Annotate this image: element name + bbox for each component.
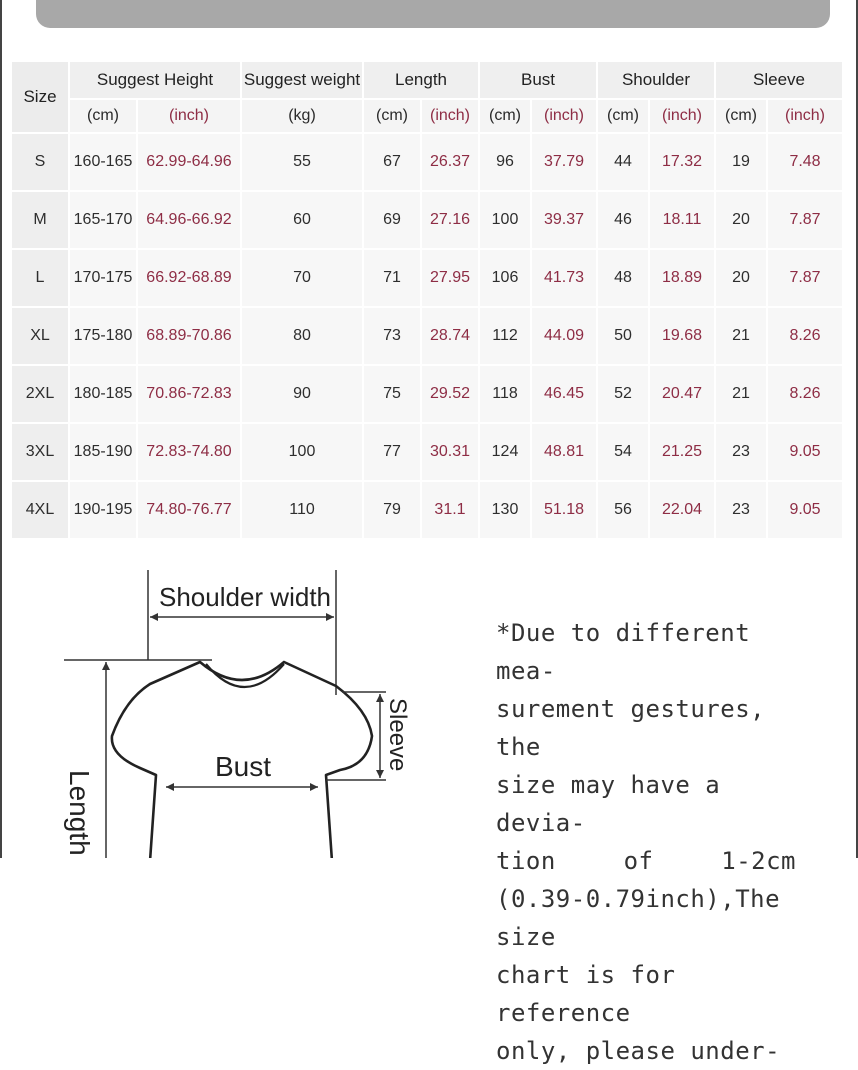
sleeve-inch-cell: 9.05 <box>768 422 844 480</box>
unit-shoulder-inch: (inch) <box>650 98 716 132</box>
height-cm-cell: 160-165 <box>70 132 138 190</box>
shoulder-inch-cell: 17.32 <box>650 132 716 190</box>
length-inch-cell: 28.74 <box>422 306 480 364</box>
bust-inch-cell: 51.18 <box>532 480 598 538</box>
header-length: Length <box>364 62 480 98</box>
shoulder-inch-cell: 18.89 <box>650 248 716 306</box>
shoulder-cm-cell: 56 <box>598 480 650 538</box>
weight-cell: 70 <box>242 248 364 306</box>
height-cm-cell: 190-195 <box>70 480 138 538</box>
header-shoulder: Shoulder <box>598 62 716 98</box>
arrow-head-icon <box>166 783 174 791</box>
shoulder-inch-cell: 20.47 <box>650 364 716 422</box>
length-inch-cell: 30.31 <box>422 422 480 480</box>
weight-cell: 90 <box>242 364 364 422</box>
sleeve-inch-cell: 9.05 <box>768 480 844 538</box>
weight-cell: 80 <box>242 306 364 364</box>
shoulder-cm-cell: 48 <box>598 248 650 306</box>
length-cm-cell: 79 <box>364 480 422 538</box>
header-suggest-height: Suggest Height <box>70 62 242 98</box>
weight-cell: 110 <box>242 480 364 538</box>
size-cell: M <box>12 190 70 248</box>
weight-cell: 60 <box>242 190 364 248</box>
length-cm-cell: 77 <box>364 422 422 480</box>
tshirt-collar <box>206 664 284 687</box>
bust-inch-cell: 48.81 <box>532 422 598 480</box>
height-inch-cell: 74.80-76.77 <box>138 480 242 538</box>
table-row <box>12 132 844 190</box>
bust-cm-cell: 96 <box>480 132 532 190</box>
unit-height-cm: (cm) <box>70 98 138 132</box>
sleeve-inch-cell: 7.87 <box>768 190 844 248</box>
table-row <box>12 190 844 248</box>
shoulder-cm-cell: 44 <box>598 132 650 190</box>
weight-cell: 55 <box>242 132 364 190</box>
unit-length-cm: (cm) <box>364 98 422 132</box>
bust-cm-cell: 100 <box>480 190 532 248</box>
shoulder-inch-cell: 19.68 <box>650 306 716 364</box>
bust-cm-cell: 106 <box>480 248 532 306</box>
length-cm-cell: 73 <box>364 306 422 364</box>
bust-cm-cell: 130 <box>480 480 532 538</box>
tshirt-measure-diagram <box>0 560 480 858</box>
height-cm-cell: 170-175 <box>70 248 138 306</box>
length-cm-cell: 75 <box>364 364 422 422</box>
size-cell: XL <box>12 306 70 364</box>
length-inch-cell: 27.95 <box>422 248 480 306</box>
arrow-head-icon <box>326 613 334 621</box>
size-cell: 4XL <box>12 480 70 538</box>
height-cm-cell: 165-170 <box>70 190 138 248</box>
bust-inch-cell: 44.09 <box>532 306 598 364</box>
bust-inch-cell: 41.73 <box>532 248 598 306</box>
note-line: chart is for reference <box>496 961 676 1027</box>
unit-row <box>12 98 844 132</box>
sleeve-cm-cell: 23 <box>716 422 768 480</box>
length-inch-cell: 29.52 <box>422 364 480 422</box>
unit-sleeve-cm: (cm) <box>716 98 768 132</box>
bust-cm-cell: 118 <box>480 364 532 422</box>
size-cell: L <box>12 248 70 306</box>
header-bust: Bust <box>480 62 598 98</box>
shoulder-inch-cell: 21.25 <box>650 422 716 480</box>
shoulder-cm-cell: 46 <box>598 190 650 248</box>
table-row <box>12 306 844 364</box>
bust-cm-cell: 112 <box>480 306 532 364</box>
size-chart-table <box>12 62 844 538</box>
note-line: size may have a devia- <box>496 771 721 837</box>
note-line: only, please under- <box>496 1037 781 1065</box>
bust-cm-cell: 124 <box>480 422 532 480</box>
table-row <box>12 248 844 306</box>
sleeve-cm-cell: 21 <box>716 306 768 364</box>
sleeve-inch-cell: 8.26 <box>768 364 844 422</box>
shoulder-cm-cell: 52 <box>598 364 650 422</box>
header-suggest-weight: Suggest weight <box>242 62 364 98</box>
length-label: Length <box>64 770 95 856</box>
note-line: *Due to different mea- <box>496 619 751 685</box>
sleeve-cm-cell: 19 <box>716 132 768 190</box>
height-inch-cell: 70.86-72.83 <box>138 364 242 422</box>
size-cell: 3XL <box>12 422 70 480</box>
sleeve-inch-cell: 7.87 <box>768 248 844 306</box>
shoulder-cm-cell: 54 <box>598 422 650 480</box>
sleeve-label: Sleeve <box>384 698 411 772</box>
height-cm-cell: 175-180 <box>70 306 138 364</box>
weight-cell: 100 <box>242 422 364 480</box>
unit-bust-cm: (cm) <box>480 98 532 132</box>
header-sleeve: Sleeve <box>716 62 844 98</box>
bust-inch-cell: 46.45 <box>532 364 598 422</box>
arrow-head-icon <box>310 783 318 791</box>
table-row <box>12 364 844 422</box>
height-inch-cell: 66.92-68.89 <box>138 248 242 306</box>
top-banner <box>36 0 830 28</box>
shoulder-cm-cell: 50 <box>598 306 650 364</box>
height-inch-cell: 72.83-74.80 <box>138 422 242 480</box>
length-cm-cell: 69 <box>364 190 422 248</box>
sleeve-cm-cell: 21 <box>716 364 768 422</box>
sleeve-cm-cell: 23 <box>716 480 768 538</box>
unit-length-inch: (inch) <box>422 98 480 132</box>
length-inch-cell: 31.1 <box>422 480 480 538</box>
unit-bust-inch: (inch) <box>532 98 598 132</box>
bust-label: Bust <box>214 751 272 782</box>
sleeve-inch-cell: 7.48 <box>768 132 844 190</box>
arrow-head-icon <box>376 770 384 778</box>
unit-shoulder-cm: (cm) <box>598 98 650 132</box>
sleeve-cm-cell: 20 <box>716 190 768 248</box>
height-cm-cell: 180-185 <box>70 364 138 422</box>
measurement-note <box>496 614 796 1070</box>
shoulder-width-label: Shoulder width <box>159 582 331 612</box>
sleeve-inch-cell: 8.26 <box>768 306 844 364</box>
height-cm-cell: 185-190 <box>70 422 138 480</box>
arrow-head-icon <box>102 662 110 670</box>
bust-inch-cell: 37.79 <box>532 132 598 190</box>
arrow-head-icon <box>150 613 158 621</box>
length-inch-cell: 26.37 <box>422 132 480 190</box>
bust-inch-cell: 39.37 <box>532 190 598 248</box>
table-row <box>12 480 844 538</box>
arrow-head-icon <box>376 694 384 702</box>
size-cell: 2XL <box>12 364 70 422</box>
unit-height-inch: (inch) <box>138 98 242 132</box>
height-inch-cell: 64.96-66.92 <box>138 190 242 248</box>
length-cm-cell: 71 <box>364 248 422 306</box>
table-row <box>12 422 844 480</box>
size-cell: S <box>12 132 70 190</box>
note-line: (0.39-0.79inch),The size <box>496 885 781 951</box>
length-cm-cell: 67 <box>364 132 422 190</box>
shoulder-inch-cell: 22.04 <box>650 480 716 538</box>
unit-weight-kg: (kg) <box>242 98 364 132</box>
note-line: surement gestures, the <box>496 695 766 761</box>
unit-sleeve-inch: (inch) <box>768 98 844 132</box>
height-inch-cell: 62.99-64.96 <box>138 132 242 190</box>
height-inch-cell: 68.89-70.86 <box>138 306 242 364</box>
length-inch-cell: 27.16 <box>422 190 480 248</box>
sleeve-cm-cell: 20 <box>716 248 768 306</box>
shoulder-inch-cell: 18.11 <box>650 190 716 248</box>
note-line: tion of 1-2cm <box>496 847 796 875</box>
header-row <box>12 62 844 98</box>
header-size: Size <box>12 62 70 132</box>
